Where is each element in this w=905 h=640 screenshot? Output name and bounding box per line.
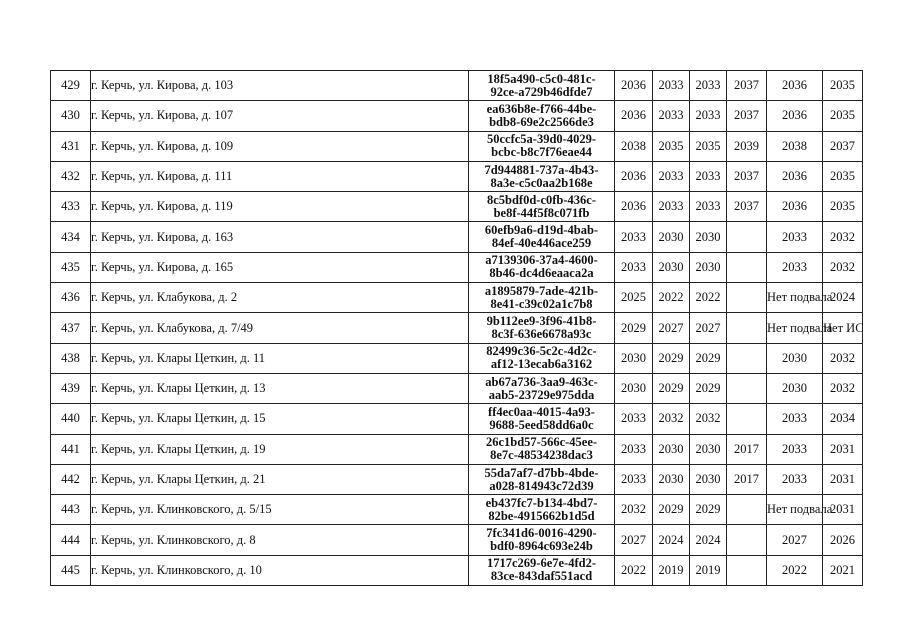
house-id-part-1: 18f5a490-c5c0-481c- <box>487 71 596 86</box>
row-number-cell: 442 <box>51 464 91 494</box>
row-number-cell: 439 <box>51 373 91 403</box>
house-id-cell <box>469 71 615 101</box>
year-cell-3: 2035 <box>690 131 727 161</box>
year-cell-6: 2037 <box>823 131 863 161</box>
address-cell: г. Керчь, ул. Клинковского, д. 8 <box>91 525 469 555</box>
house-id-part-1: 55da7af7-d7bb-4bde- <box>484 465 599 480</box>
year-cell-3: 2032 <box>690 404 727 434</box>
year-cell-2: 2027 <box>653 313 690 343</box>
year-cell-4: 2017 <box>727 464 767 494</box>
year-cell-6: Нет ИС <box>823 313 863 343</box>
year-cell-3: 2022 <box>690 283 727 313</box>
table-row <box>51 222 863 252</box>
address-cell: г. Керчь, ул. Кирова, д. 119 <box>91 192 469 222</box>
house-id-cell <box>469 343 615 373</box>
house-id-part-2: bcbc-b8c7f76eae44 <box>491 145 592 160</box>
address-cell: г. Керчь, ул. Клары Цеткин, д. 15 <box>91 404 469 434</box>
house-id-part-1: ab67a736-3aa9-463c- <box>485 374 598 389</box>
year-cell-1: 2022 <box>615 555 653 585</box>
year-cell-4 <box>727 283 767 313</box>
table-body <box>51 71 863 586</box>
table-row <box>51 161 863 191</box>
year-cell-5: 2027 <box>767 525 823 555</box>
address-cell: г. Керчь, ул. Кирова, д. 107 <box>91 101 469 131</box>
year-cell-1: 2030 <box>615 373 653 403</box>
year-cell-1: 2036 <box>615 161 653 191</box>
house-id-part-2: bdb8-69e2c2566de3 <box>489 114 594 129</box>
house-id-cell <box>469 131 615 161</box>
row-number-cell: 443 <box>51 495 91 525</box>
table-row <box>51 131 863 161</box>
year-cell-3: 2030 <box>690 252 727 282</box>
house-id-part-1: 7d944881-737a-4b43- <box>484 162 599 177</box>
year-cell-6: 2032 <box>823 252 863 282</box>
year-cell-3: 2033 <box>690 71 727 101</box>
year-cell-1: 2033 <box>615 404 653 434</box>
year-cell-2: 2030 <box>653 464 690 494</box>
row-number-cell: 431 <box>51 131 91 161</box>
table-row <box>51 404 863 434</box>
year-cell-2: 2019 <box>653 555 690 585</box>
year-cell-1: 2027 <box>615 525 653 555</box>
house-id-part-2: a028-814943c72d39 <box>489 478 594 493</box>
year-cell-5: 2022 <box>767 555 823 585</box>
year-cell-2: 2022 <box>653 283 690 313</box>
house-id-cell <box>469 464 615 494</box>
year-cell-1: 2032 <box>615 495 653 525</box>
year-cell-3: 2033 <box>690 192 727 222</box>
year-cell-5: Нет подвала <box>767 495 823 525</box>
table-row <box>51 343 863 373</box>
year-cell-6: 2026 <box>823 525 863 555</box>
house-id-part-1: a1895879-7ade-421b- <box>484 283 599 298</box>
year-cell-1: 2036 <box>615 192 653 222</box>
year-cell-2: 2030 <box>653 434 690 464</box>
address-cell: г. Керчь, ул. Клинковского, д. 10 <box>91 555 469 585</box>
year-cell-4 <box>727 495 767 525</box>
year-cell-2: 2030 <box>653 252 690 282</box>
year-cell-5: 2033 <box>767 222 823 252</box>
row-number-cell: 430 <box>51 101 91 131</box>
year-cell-2: 2029 <box>653 343 690 373</box>
year-cell-6: 2034 <box>823 404 863 434</box>
address-cell: г. Керчь, ул. Клинковского, д. 5/15 <box>91 495 469 525</box>
house-id-part-1: 60efb9a6-d19d-4bab- <box>484 223 599 238</box>
row-number-cell: 437 <box>51 313 91 343</box>
address-cell: г. Керчь, ул. Клары Цеткин, д. 19 <box>91 434 469 464</box>
house-id-part-1: 26c1bd57-566c-45ee- <box>485 435 598 450</box>
house-id-part-2: 8a3e-c5c0aa2b168e <box>490 175 593 190</box>
year-cell-6: 2031 <box>823 495 863 525</box>
year-cell-4 <box>727 404 767 434</box>
house-id-part-2: aab5-23729e975dda <box>488 387 595 402</box>
house-id-part-2: 8e7c-48534238dac3 <box>490 448 593 463</box>
year-cell-5: 2036 <box>767 101 823 131</box>
year-cell-5: 2030 <box>767 343 823 373</box>
house-id-part-2: af12-13ecab6a3162 <box>490 357 593 372</box>
address-cell: г. Керчь, ул. Клары Цеткин, д. 21 <box>91 464 469 494</box>
year-cell-3: 2029 <box>690 343 727 373</box>
year-cell-4: 2037 <box>727 101 767 131</box>
row-number-cell: 429 <box>51 71 91 101</box>
house-id-cell <box>469 101 615 131</box>
year-cell-5: 2033 <box>767 464 823 494</box>
house-id-part-2: be8f-44f5f8c071fb <box>493 205 590 220</box>
address-cell: г. Керчь, ул. Клабукова, д. 7/49 <box>91 313 469 343</box>
row-number-cell: 444 <box>51 525 91 555</box>
year-cell-3: 2024 <box>690 525 727 555</box>
row-number-cell: 433 <box>51 192 91 222</box>
house-id-part-2: 83ce-843daf551acd <box>490 569 593 584</box>
house-id-cell <box>469 313 615 343</box>
address-cell: г. Керчь, ул. Кирова, д. 163 <box>91 222 469 252</box>
year-cell-2: 2033 <box>653 161 690 191</box>
table-row <box>51 555 863 585</box>
year-cell-5: 2033 <box>767 434 823 464</box>
year-cell-3: 2030 <box>690 464 727 494</box>
year-cell-4: 2037 <box>727 71 767 101</box>
year-cell-2: 2024 <box>653 525 690 555</box>
table-row <box>51 373 863 403</box>
house-id-cell <box>469 161 615 191</box>
year-cell-5: 2036 <box>767 71 823 101</box>
year-cell-5: 2033 <box>767 404 823 434</box>
year-cell-1: 2036 <box>615 71 653 101</box>
year-cell-4: 2017 <box>727 434 767 464</box>
year-cell-1: 2029 <box>615 313 653 343</box>
year-cell-3: 2033 <box>690 101 727 131</box>
table-row <box>51 525 863 555</box>
year-cell-1: 2030 <box>615 343 653 373</box>
year-cell-4 <box>727 343 767 373</box>
year-cell-1: 2033 <box>615 464 653 494</box>
year-cell-4 <box>727 313 767 343</box>
year-cell-1: 2033 <box>615 434 653 464</box>
year-cell-5: 2038 <box>767 131 823 161</box>
row-number-cell: 440 <box>51 404 91 434</box>
house-id-part-1: 50ccfc5a-39d0-4029- <box>487 132 596 147</box>
table-row <box>51 192 863 222</box>
address-cell: г. Керчь, ул. Клабукова, д. 2 <box>91 283 469 313</box>
row-number-cell: 438 <box>51 343 91 373</box>
year-cell-2: 2033 <box>653 101 690 131</box>
house-id-cell <box>469 373 615 403</box>
year-cell-2: 2029 <box>653 373 690 403</box>
year-cell-3: 2030 <box>690 222 727 252</box>
house-id-part-1: 82499c36-5c2c-4d2c- <box>486 344 597 359</box>
year-cell-6: 2032 <box>823 373 863 403</box>
year-cell-3: 2029 <box>690 373 727 403</box>
year-cell-4: 2037 <box>727 161 767 191</box>
year-cell-4: 2039 <box>727 131 767 161</box>
row-number-cell: 434 <box>51 222 91 252</box>
year-cell-6: 2032 <box>823 343 863 373</box>
table-row <box>51 495 863 525</box>
house-id-part-1: 8c5bdf0d-c0fb-436c- <box>486 192 596 207</box>
house-id-cell <box>469 434 615 464</box>
table-row <box>51 283 863 313</box>
house-id-part-2: 8e41-c39c02a1c7b8 <box>490 296 593 311</box>
year-cell-1: 2033 <box>615 222 653 252</box>
address-cell: г. Керчь, ул. Клары Цеткин, д. 11 <box>91 343 469 373</box>
address-cell: г. Керчь, ул. Клары Цеткин, д. 13 <box>91 373 469 403</box>
year-cell-3: 2030 <box>690 434 727 464</box>
address-cell: г. Керчь, ул. Кирова, д. 103 <box>91 71 469 101</box>
year-cell-6: 2035 <box>823 161 863 191</box>
house-id-part-2: bdf0-8964c693e24b <box>490 539 593 554</box>
year-cell-4 <box>727 373 767 403</box>
row-number-cell: 441 <box>51 434 91 464</box>
row-number-cell: 435 <box>51 252 91 282</box>
table-row <box>51 434 863 464</box>
house-id-part-2: 8c3f-636e6678a93c <box>491 327 592 342</box>
house-id-cell <box>469 555 615 585</box>
year-cell-1: 2025 <box>615 283 653 313</box>
house-id-part-2: 8b46-dc4d6eaaca2a <box>489 266 594 281</box>
year-cell-6: 2021 <box>823 555 863 585</box>
housing-registry-table <box>50 70 863 586</box>
year-cell-1: 2036 <box>615 101 653 131</box>
year-cell-3: 2027 <box>690 313 727 343</box>
year-cell-4: 2037 <box>727 192 767 222</box>
year-cell-2: 2030 <box>653 222 690 252</box>
table-row <box>51 313 863 343</box>
year-cell-2: 2029 <box>653 495 690 525</box>
year-cell-2: 2032 <box>653 404 690 434</box>
table-row <box>51 71 863 101</box>
house-id-part-1: eb437fc7-b134-4bd7- <box>485 495 598 510</box>
year-cell-3: 2029 <box>690 495 727 525</box>
house-id-part-1: ff4ec0aa-4015-4a93- <box>488 404 595 419</box>
house-id-cell <box>469 222 615 252</box>
year-cell-2: 2035 <box>653 131 690 161</box>
address-cell: г. Керчь, ул. Кирова, д. 111 <box>91 161 469 191</box>
year-cell-6: 2035 <box>823 192 863 222</box>
year-cell-5: 2036 <box>767 192 823 222</box>
table-row <box>51 252 863 282</box>
year-cell-6: 2031 <box>823 464 863 494</box>
year-cell-6: 2032 <box>823 222 863 252</box>
year-cell-4 <box>727 222 767 252</box>
house-id-cell <box>469 252 615 282</box>
house-id-cell <box>469 525 615 555</box>
table-row <box>51 101 863 131</box>
row-number-cell: 445 <box>51 555 91 585</box>
year-cell-2: 2033 <box>653 71 690 101</box>
house-id-part-2: 82be-4915662b1d5d <box>488 508 595 523</box>
year-cell-6: 2024 <box>823 283 863 313</box>
year-cell-5: 2033 <box>767 252 823 282</box>
year-cell-5: 2030 <box>767 373 823 403</box>
year-cell-1: 2038 <box>615 131 653 161</box>
address-cell: г. Керчь, ул. Кирова, д. 165 <box>91 252 469 282</box>
house-id-cell <box>469 404 615 434</box>
year-cell-5: Нет подвала <box>767 313 823 343</box>
house-id-cell <box>469 192 615 222</box>
year-cell-5: 2036 <box>767 161 823 191</box>
year-cell-2: 2033 <box>653 192 690 222</box>
year-cell-6: 2031 <box>823 434 863 464</box>
house-id-part-2: 9688-5eed58dd6a0c <box>489 417 594 432</box>
row-number-cell: 436 <box>51 283 91 313</box>
year-cell-4 <box>727 555 767 585</box>
year-cell-4 <box>727 525 767 555</box>
house-id-part-1: ea636b8e-f766-44be- <box>486 101 597 116</box>
house-id-part-1: 9b112ee9-3f96-41b8- <box>486 314 597 329</box>
year-cell-1: 2033 <box>615 252 653 282</box>
year-cell-4 <box>727 252 767 282</box>
address-cell: г. Керчь, ул. Кирова, д. 109 <box>91 131 469 161</box>
year-cell-3: 2033 <box>690 161 727 191</box>
house-id-cell <box>469 283 615 313</box>
year-cell-5: Нет подвала <box>767 283 823 313</box>
year-cell-3: 2019 <box>690 555 727 585</box>
year-cell-6: 2035 <box>823 101 863 131</box>
house-id-part-1: 1717c269-6e7e-4fd2- <box>487 556 596 571</box>
house-id-part-2: 84ef-40e446ace259 <box>491 236 592 251</box>
house-id-cell <box>469 495 615 525</box>
house-id-part-1: a7139306-37a4-4600- <box>485 253 598 268</box>
year-cell-6: 2035 <box>823 71 863 101</box>
table-row <box>51 464 863 494</box>
house-id-part-1: 7fc341d6-0016-4290- <box>486 526 597 541</box>
row-number-cell: 432 <box>51 161 91 191</box>
house-id-part-2: 92ce-a729b46dfde7 <box>490 84 593 99</box>
